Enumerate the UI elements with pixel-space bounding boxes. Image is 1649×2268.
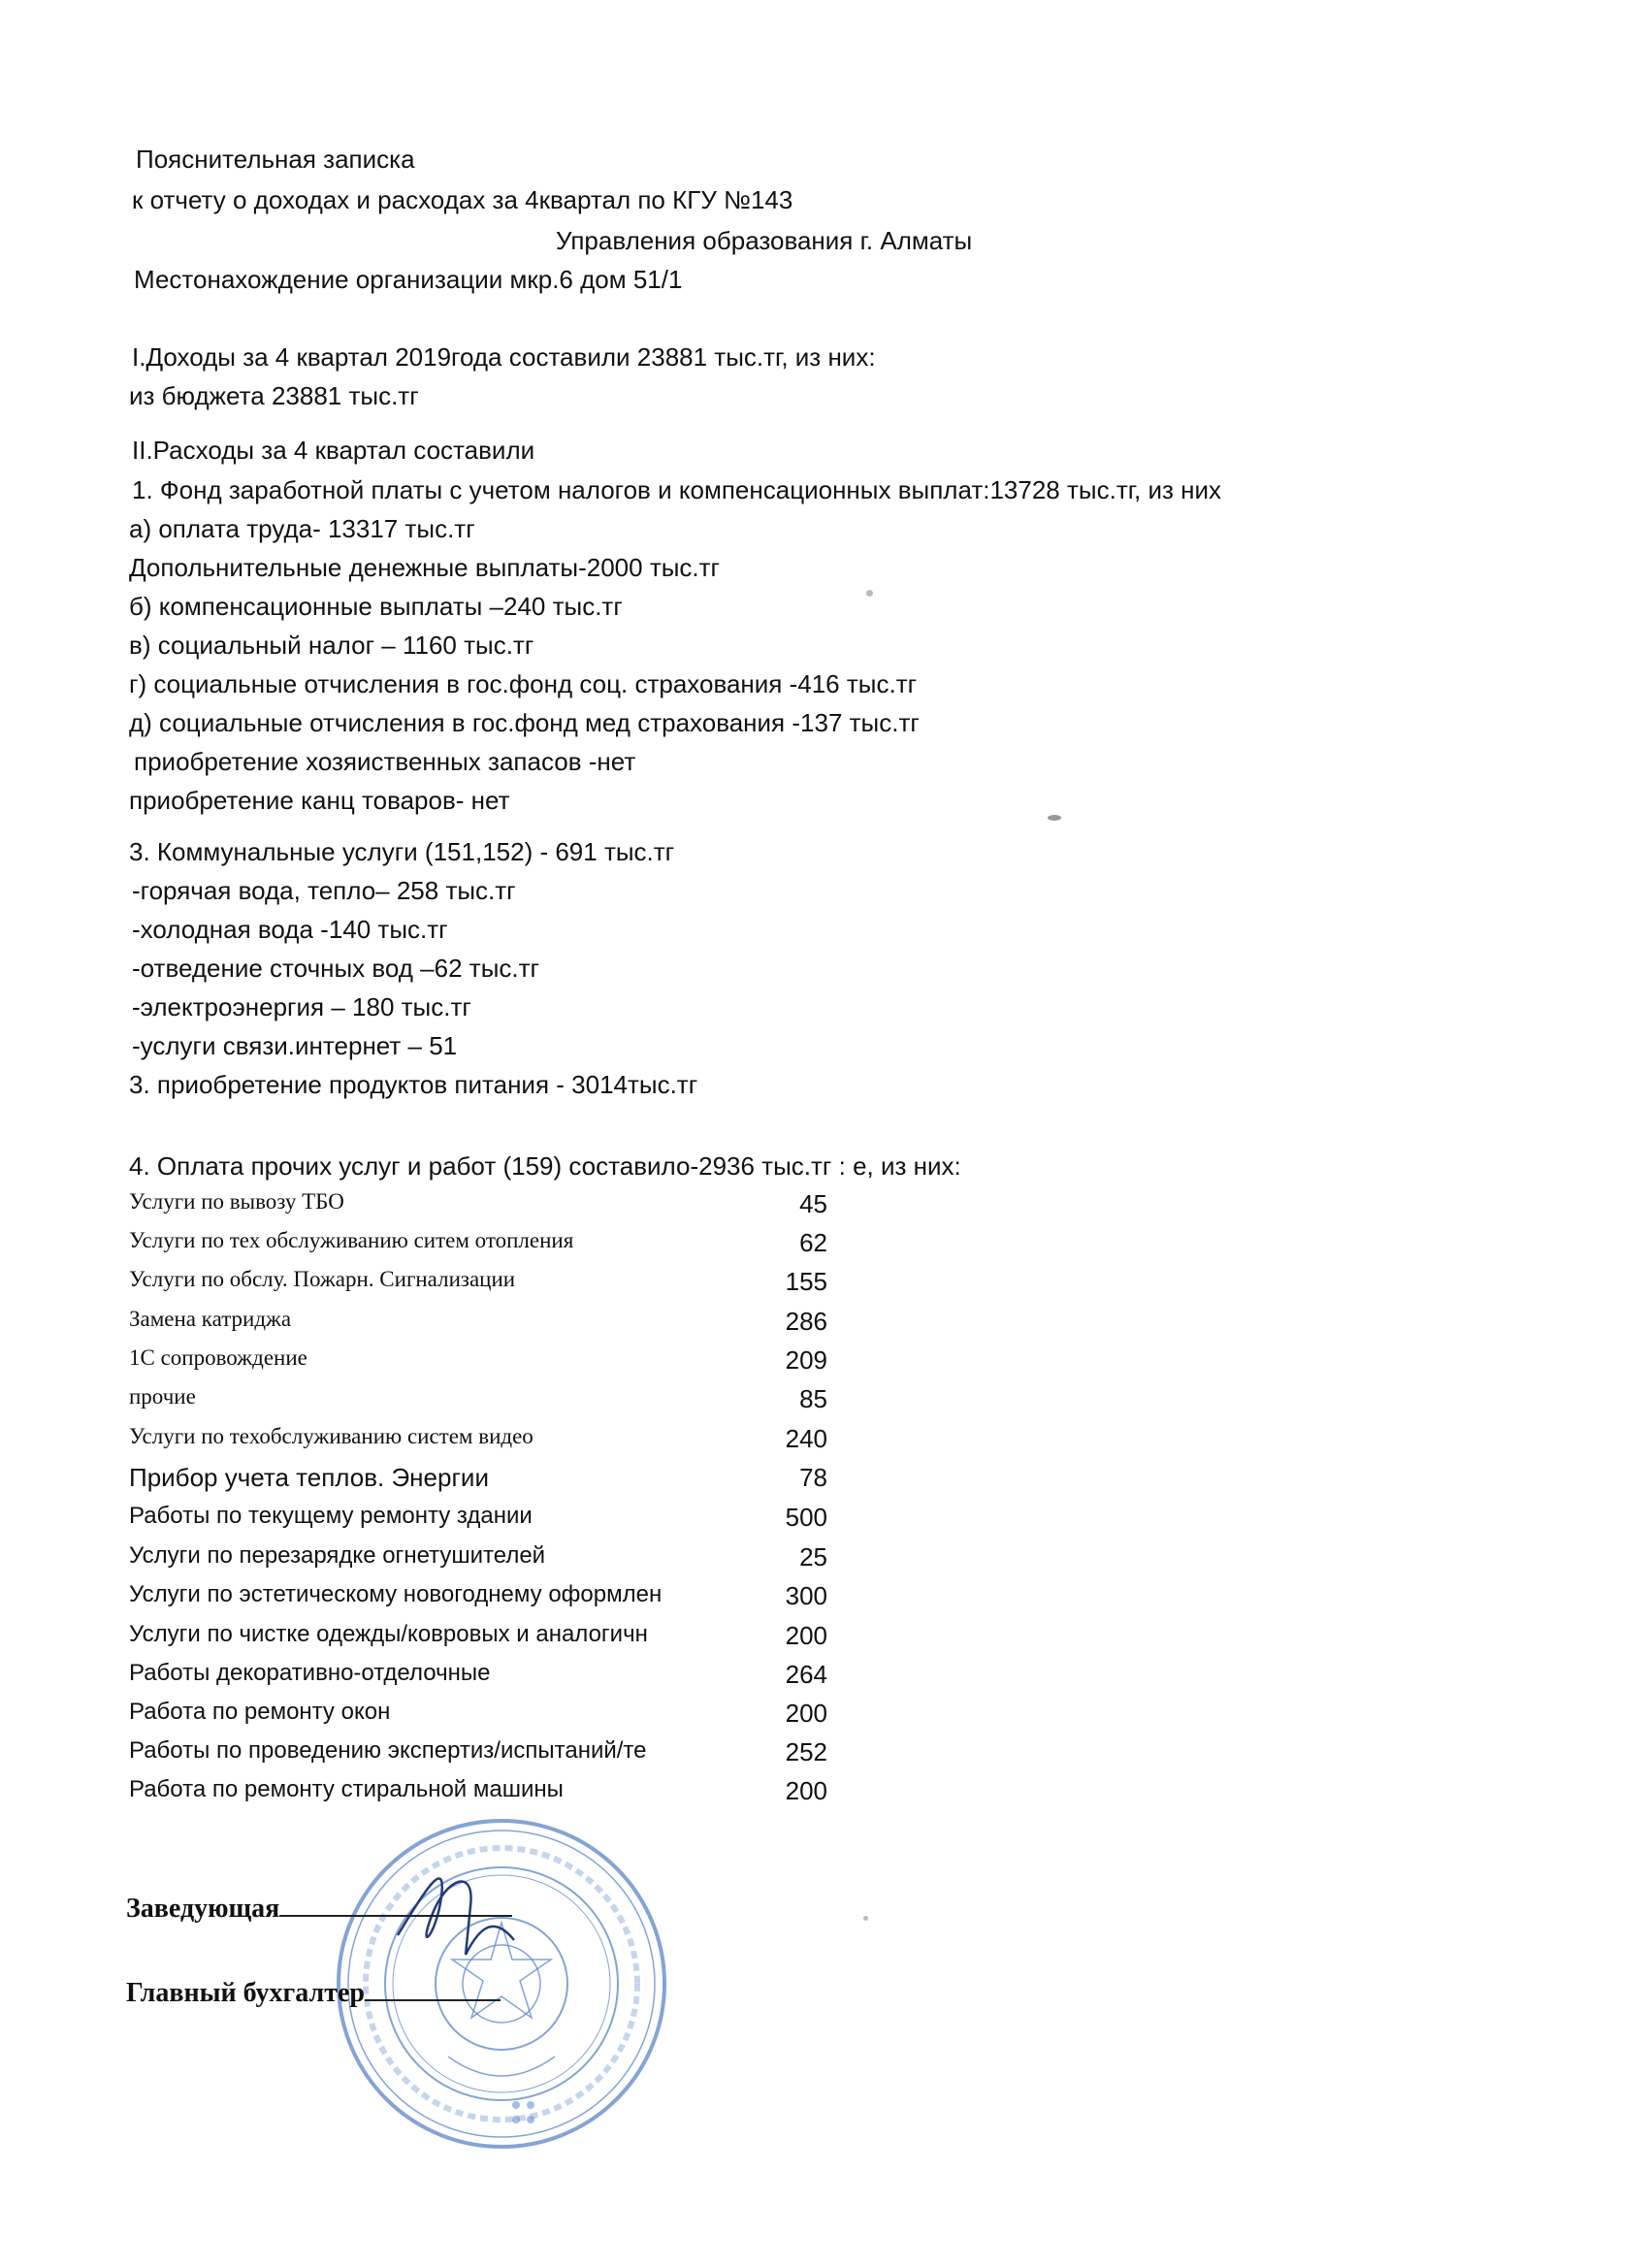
service-label: Работа по ремонту стиральной машины <box>129 1776 564 1802</box>
doc-subtitle: к отчету о доходах и расходах за 4квартал по КГУ №143 <box>132 185 793 214</box>
expense-line: б) компенсационные выплаты –240 тыс.тг <box>129 592 623 621</box>
utility-line: -услуги связи.интернет – 51 <box>132 1031 458 1060</box>
scan-speck <box>1048 815 1061 821</box>
utility-line: -отведение сточных вод –62 тыс.тг <box>132 954 539 983</box>
doc-organization: Управления образования г. Алматы <box>556 226 973 255</box>
table-row <box>129 1581 827 1616</box>
service-value: 500 <box>785 1503 827 1532</box>
signature-accountant-label: Главный бухгалтер <box>126 1978 365 2008</box>
service-label: Работы по текущему ремонту здании <box>129 1503 533 1529</box>
service-value: 209 <box>785 1345 827 1375</box>
service-value: 264 <box>785 1660 827 1689</box>
table-row <box>129 1384 827 1419</box>
service-label: Услуги по перезарядке огнетушителей <box>129 1542 546 1569</box>
table-row <box>129 1424 827 1459</box>
expense-line: приобретение хозяиственных запасов -нет <box>134 747 636 776</box>
expense-line: приобретение канц товаров- нет <box>129 786 510 815</box>
scan-speck <box>863 1916 868 1921</box>
service-value: 300 <box>785 1581 827 1610</box>
service-label: Услуги по обслу. Пожарн. Сигнализации <box>129 1267 516 1291</box>
service-label: Прибор учета теплов. Энергии <box>129 1463 489 1492</box>
service-value: 62 <box>799 1228 827 1257</box>
utility-line: -электроэнергия – 180 тыс.тг <box>132 992 471 1021</box>
table-row <box>129 1228 827 1263</box>
table-row <box>129 1621 827 1656</box>
table-row <box>129 1542 827 1577</box>
signature-line <box>279 1892 512 1917</box>
service-value: 200 <box>785 1621 827 1650</box>
expense-line: г) социальные отчисления в гос.фонд соц. страхования -416 тыс.тг <box>129 669 918 698</box>
table-row <box>129 1307 827 1342</box>
expense-line: а) оплата труда- 13317 тыс.тг <box>129 514 475 543</box>
table-row <box>129 1189 827 1224</box>
service-label: Услуги по техобслуживанию систем видео <box>129 1424 534 1448</box>
expense-line: Допольнительные денежные выплаты-2000 тыс.тг <box>129 553 721 582</box>
service-label: Услуги по тех обслуживанию ситем отопления <box>129 1228 574 1252</box>
signature-accountant <box>126 1976 501 2009</box>
doc-location: Местонахождение организации мкр.6 дом 51/1 <box>134 265 683 294</box>
table-row <box>129 1267 827 1302</box>
service-label: Работы по проведению экспертиз/испытаний/те <box>129 1737 647 1764</box>
income-budget: из бюджета 23881 тыс.тг <box>129 381 419 410</box>
table-row <box>129 1737 827 1772</box>
table-row <box>129 1345 827 1380</box>
service-value: 240 <box>785 1424 827 1453</box>
table-row <box>129 1503 827 1538</box>
service-value: 286 <box>785 1307 827 1336</box>
service-value: 78 <box>799 1463 827 1492</box>
service-value: 85 <box>799 1384 827 1413</box>
service-label: Услуги по чистке одежды/ковровых и аналогичн <box>129 1621 648 1647</box>
utility-line: 3. Коммунальные услуги (151,152) - 691 тыс.тг <box>129 837 675 866</box>
expense-line: в) социальный налог – 1160 тыс.тг <box>129 631 534 660</box>
expenses-title: II.Расходы за 4 квартал составили <box>132 436 535 465</box>
income-total: I.Доходы за 4 квартал 2019года составили 23881 тыс.тг, из них: <box>132 342 876 372</box>
service-value: 200 <box>785 1776 827 1805</box>
doc-title: Пояснительная записка <box>136 145 415 174</box>
utility-line: -горячая вода, тепло– 258 тыс.тг <box>132 876 516 905</box>
service-value: 200 <box>785 1699 827 1728</box>
utility-line: -холодная вода -140 тыс.тг <box>132 915 448 944</box>
service-label: прочие <box>129 1384 196 1409</box>
signature-line <box>365 1976 501 2001</box>
service-value: 45 <box>799 1189 827 1218</box>
scan-speck <box>866 590 873 597</box>
table-row <box>129 1463 827 1498</box>
service-label: Работы декоративно-отделочные <box>129 1660 491 1686</box>
signature-head <box>126 1892 512 1925</box>
service-value: 252 <box>785 1737 827 1766</box>
expense-line: 1. Фонд заработной платы с учетом налогов и компенсационных выплат:13728 тыс.тг, из них <box>132 475 1222 504</box>
service-label: Работа по ремонту окон <box>129 1699 391 1725</box>
service-label: Услуги по вывозу ТБО <box>129 1189 344 1214</box>
other-services-title: 4. Оплата прочих услуг и работ (159) составило-2936 тыс.тг : е, из них: <box>129 1151 961 1181</box>
service-value: 25 <box>799 1542 827 1571</box>
signature-head-label: Заведующая <box>126 1894 280 1924</box>
utility-line: 3. приобретение продуктов питания - 3014тыс.тг <box>129 1070 698 1099</box>
service-label: 1С сопровождение <box>129 1345 307 1370</box>
table-row <box>129 1660 827 1695</box>
service-label: Услуги по эстетическому новогоднему оформлен <box>129 1581 663 1607</box>
expense-line: д) социальные отчисления в гос.фонд мед страхования -137 тыс.тг <box>129 708 920 737</box>
service-label: Замена катриджа <box>129 1307 292 1331</box>
service-value: 155 <box>785 1267 827 1296</box>
table-row <box>129 1699 827 1733</box>
table-row <box>129 1776 827 1811</box>
